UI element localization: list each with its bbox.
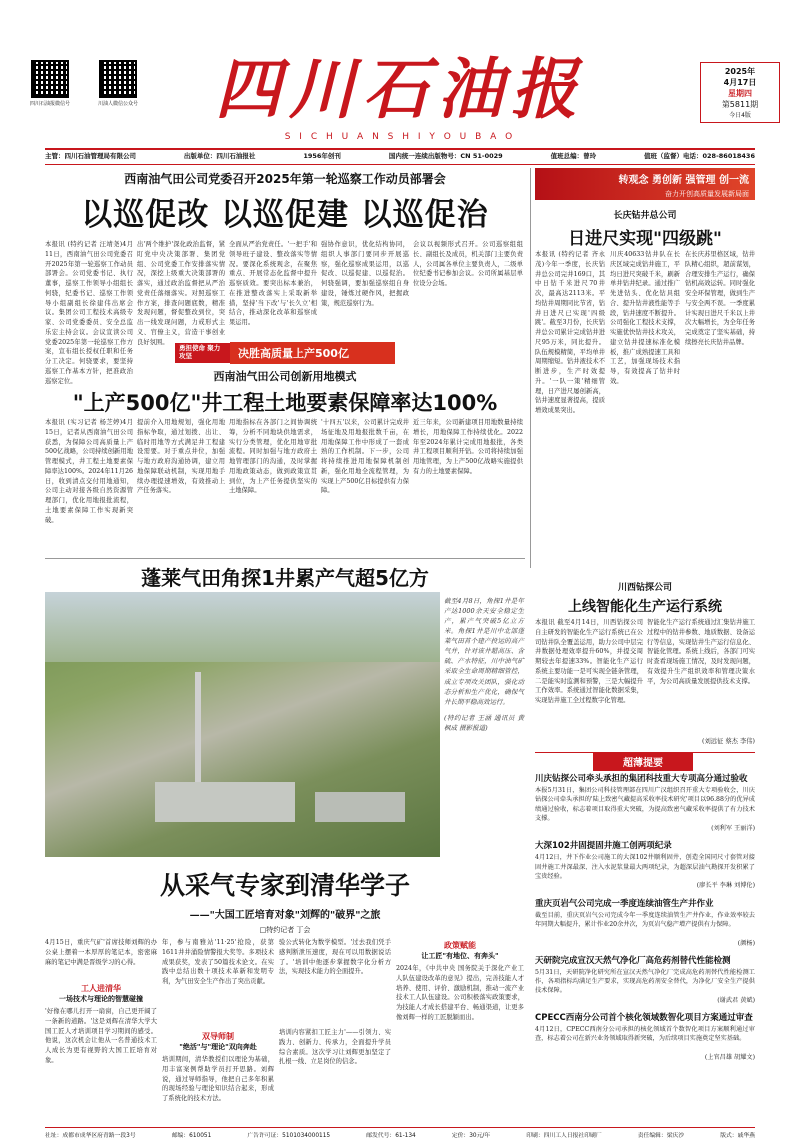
story-right2-col2: 智能化生产运行系统通过汇集钻井施工过程中的钻井参数、地质数据、设备运行等信息，实现钻井生产运行信息化、智能化管理。系统上线后，各部门可实时查看现场施工情况，及时发现问题，有效提升生产组织效率和管理决策水平，为公司高质量发展提供技术支撑。 [647,619,755,685]
qr-code-icon [99,60,137,98]
story-right2-col1: 本报讯 截至4月14日，川西钻探公司自主研发的智能化生产运行系统已在公司钻井队全覆盖运用，助力公司中层完井数据处理效率提升60%，并提交周期较去年提速33%。智能化生产运行系统主要功能一是可实现全链条管理，二是能实时监测和预警，三是大幅提升工作效率。系统通过智能化数据采集，实现钻井施工全过程数字化管理。 [535,619,643,704]
footer-proof: 责任编辑：梁庆沙 [637,1133,685,1139]
story-right-header [535,208,755,249]
facility-shape [315,792,405,822]
story1-col5: 会议以视频形式召开。公司巡察组组长、副组长及成员，机关部门主要负责人，公司属各单位主要负责人，二级单位纪委书记参加会议。公司所属基层单位设分会场。 [413,241,523,287]
story4-col4-sub: 政策赋能 [444,941,476,950]
story4-col1 [45,938,157,1123]
issue-date: 4月17日 [723,78,757,87]
story3-headline: 蓬莱气田角探1井累产气超5亿方 [141,566,429,590]
story-right2-credit: (刘远征 蔡杰 李伟) [702,738,755,745]
story4-col2-sub: 双导师制 [202,1032,234,1041]
footer-price: 定价：30元/年 [451,1133,491,1139]
facility-shape [155,782,295,822]
brief-credit: (谢武君 黄斌) [717,996,755,1004]
brief-text: 4月12日，井下作业公司施工的大深102井顺利固井，创造全国同尺寸套管对接固井施工井深最深、注入水泥浆量最大两项纪录，为超深层油气勘探开发积累了宝贵经验。 [535,854,755,880]
briefs-title: 超薄提要 [593,752,693,771]
story4-col1-sub2: 一场技术与理论的智慧碰撞 [59,995,143,1003]
brief-item [535,839,755,890]
brief-credit: (刘利军 王丽洋) [711,825,755,832]
story4-subhead: ——"大国工匠培育对象"刘辉的"破界"之旅 [189,910,381,921]
story4-col2 [162,938,274,1123]
story3-credit: (特约记者 王涵 通讯员 黄枫成 摄影报道) [444,713,524,732]
story4-col3-textb: 培训内容紧扣工匠主力'——引领力、实践力、创新力、传承力，全面提升学员综合素质。这次学习让刘辉更加坚定了扎根一线、立足岗位的信念。 [279,1029,391,1066]
story-right-col1: 本报讯 (特约记者 齐永茂)今年一季度，长庆钻井总公司完井169口，其中日钻千米进尺70井次，最高达2113米。平均钻井周期同比节省，钻井日进尺已实现'四级跳'。截至3月份，长庆钻井总公司累计完成钻井进尺95万米，同比提升。队伍规模精简，平均单井周期缩短。钻井液技术不断进步，生产时效提升。'一队一策'精细管理，日产进尺屡创新高，钻井速度显著提高，提质增效成果突出。 [535,251,605,414]
briefs-header [535,752,755,768]
story1-kicker: 西南油气田公司党委召开2025年第一轮巡察工作动员部署会 [124,172,446,186]
story2-col2: 提前介入用地规划，强化用地指标争取，通过划拨、出让、临时用地等方式满足井工程建设需要。对于重点井位，加强与地方政府沟通协调，建立用地保障联动机制，实现用地手续办理提速增效，有效推动上产任务落实。 [137,419,225,495]
story4-col1-sub: 工人进清华 [81,984,121,993]
story-right-col3: 在长庆苏里格区域，钻井队精心组织，超前谋划，合理安排生产运行，确保钻机高效运转。同时强化安全环保管理，做到生产与安全两不误。一季度累计实现日进尺千米以上井次大幅增长，为全年任务完成奠定了坚实基础，持续擦亮长庆钻井品牌。 [685,251,755,346]
story2-col1: 本报讯 (实习记者 杨芝婷)4月15日，记者从西南油气田公司获悉，为保障公司高质量上产500亿战略，公司持续创新用地管理模式，井工程土地要素保障率达100%。2024年11月26日，收到清点交付用地通知，公司主动对接各级自然资源管理部门，优化用地报批流程，土地要素保障工作实现新突破。 [45,419,133,524]
info-publisher: 出版单位：四川石油报社 [183,152,256,160]
top-rule [45,148,755,150]
story-right-headline: 日进尺实现"四级跳" [568,229,722,249]
story-right2-kicker: 川西钻探公司 [617,583,672,593]
issue-box [700,62,780,123]
slogan-main: 转观念 勇创新 强管理 创一流 [618,175,749,186]
story4-col3 [279,938,391,1123]
sky-shape [45,592,440,662]
story4-col1-textb: '好像在哪儿打开一扇窗，自己更开阔了一条新的道路。'这是刘辉在清华大学大国工匠人才培训项目学习期间的感受。他说，这次机会让他从一名普通技术工人成长为更有视野的大国工匠培育对象。 [45,1008,157,1064]
story4-header [45,866,525,935]
brief-text: 5月31日，天研院净化研究所在宣汉天然气净化厂完成高危药剂替代性能检测工作，各项指标均满足生产要求，实现高危药剂安全替代，为净化厂安全生产提供技术保障。 [535,968,755,995]
brief-credit: (颜杨) [737,939,755,947]
slogan-sub: 奋力开创高质量发展新局面 [665,190,749,198]
story4-col2-sub2: "绝活"与"理论"双向奔赴 [179,1043,257,1051]
story4-col4-sub2: 让工匠"有地位、有奔头" [421,952,499,960]
story-right2-headline: 上线智能化生产运行系统 [568,599,722,615]
story2-kicker: 西南油气田公司创新用地模式 [213,370,357,383]
info-editor: 值班总编：曾玲 [550,152,597,160]
mid-banner-right: 决胜高质量上产500亿 [230,342,395,364]
paper-title: 四川石油报 [215,51,585,128]
info-hotline: 值班（监督）电话：028-86018436 [644,152,755,160]
story2-headline: "上产500亿"井工程土地要素保障率达100% [72,391,498,415]
brief-title: CPECC西南分公司首个核化领域数智化项目方案通过审查 [535,1013,753,1024]
story2-rule [45,558,525,559]
qr-code-official[interactable] [88,60,148,107]
footer-rule [45,1127,755,1128]
brief-credit: (上官昌雄 胡耀文) [704,1054,755,1062]
info-rule [45,164,755,165]
story2-col5: 近三年来，公司新建项目用地数量持续增长，用地保障工作持续优化。2022年至2024年累计完成用地报批，各类井工程项目顺利开钻。公司将持续加强用地管理，为上产500亿战略实施提供有力的土地要素保障。 [413,419,523,475]
info-cn: 国内统一连续出版物号：CN 51-0029 [388,152,503,160]
brief-item [535,1011,755,1062]
story4-col3-text: 验公式转化为数学模型。'过去我们凭手感判断泄压速度，现在可以用数据说话了。'培训中他逐步掌握数字化分析方法，实现技术能力的全面提升。 [279,939,391,976]
brief-title: 重庆页岩气公司完成一季度连续油管生产井作业 [535,898,714,909]
brief-text: 截至目前，重庆页岩气公司完成今年一季度连续油管生产井作业，作业效率较去年同期大幅提升，累计作业20余井次，为页岩气稳产增产提供有力保障。 [535,911,755,928]
issue-weekday: 星期四 [728,89,752,98]
story-right-col2: 川庆40633钻井队在长庆区域完成钻井施工，平均日进尺突破千米，刷新单井钻井纪录。通过推广先进钻头、优化钻具组合、提升钻井液性能等手段，钻井速度不断提升。公司强化工程技术支撑，实施优快钻井技术攻关，建立钻井提速标准化模板，推广成熟提速工具和工艺，加强现场技术指导，有效提高了钻井时效。 [610,251,680,385]
story4-headline: 从采气专家到清华学子 [159,871,410,900]
story4-byline: □特约记者 丁会 [259,926,311,934]
qr1-caption: 四川石油报微信号 [29,101,70,107]
brief-title: 川庆钻探公司牵头承担的集团科技重大专项高分通过验收 [535,774,748,784]
vertical-divider [530,168,531,568]
footer-address: 社址：成都市成华区府青路一段3号 [45,1133,136,1139]
qr-code-wechat[interactable] [20,60,80,107]
footer [45,1130,755,1139]
slogan-banner [535,168,755,200]
story2-col3: 用地指标在各部门之间协调统筹，分析不同地块供地需求，实行分类管理，优化用地审批流程。同时加强与地方政府土地管理部门的沟通，及时掌握用地政策动态，做到政策宣贯到位，为上产任务提供坚实的土地保障。 [229,419,317,495]
story-right2-header [535,580,755,616]
story4-col4 [396,938,524,1123]
info-bar [45,151,755,163]
brief-item [535,954,755,1005]
footer-postcode: 邮编：610051 [171,1133,212,1139]
footer-ad-license: 广告许可证：5101034000115 [247,1133,331,1139]
brief-text: 本报5月31日，集团公司科技管理部在四川广汉组织召开重大专项验收会，川庆钻探公司牵头承担的'陆上致密气藏提高采收率技术研究'项目以96.88分的优异成绩通过验收，标志着项目取得重大突破，为提高致密气藏采收率提供了有力技术支撑。 [535,787,755,822]
mid-banner-left: 勇担使命 聚力攻坚 [175,343,230,363]
story3-caption-text: 截至4月8日，角探1井是年产达1000余天安全稳定生产，累产气突破5亿立方米。角探1井是川中北部蓬莱气田首个建产投运的高产气井，针对该井超高压、含硫、产水特征，川中油气矿采取全生命周期精细管控，成立专项攻关团队，强化动态分析和生产优化，确保气井长期平稳高效运行。 [444,597,524,706]
info-sponsor: 主管：四川石油管理局有限公司 [45,152,136,160]
story1-col1: 本报讯 (特约记者 汪靖尧)4月11日，西南油气田公司党委召开2025年第一轮巡察工作动员部署会。公司党委书记、执行董事，巡察工作领导小组组长何骁，纪委书记、巡察工作领导小组副组长徐建伟出席会议。集团公司工程技术高级专家、公司党委委员、安全总监乐宏主持会议。会议宣读公司党委2025年第一轮巡察工作方案，宣布组长授权任职和任务分工决定。何骁要求，要坚持巡察工作基本方针，把准政治巡察定位。 [45,241,133,385]
story1-col2: 出'两个维护'深化政治监督，紧盯党中央决策部署、集团党组、公司党委工作安排落实情况，深挖上级重大决策部署的落实，通过政治监督把从严治党责任落细落实。对照巡察工作方案，排查问题底数，精准发现问题，督促整改到位，突出一线发现问题，力戒形式主义、官僚主义，营造干事创业良好氛围。 [137,241,225,346]
story4-col2-textb: 培训期间，清华教授们以理论为基础，用丰富案例帮助学员打开思路。刘辉说，通过导师指导，他把自己多年积累的现场经验与理论知识结合起来，形成了系统化的技术方法。 [162,1056,274,1102]
story2-col4: '十四五'以来，公司累计完成井场征地及用地报批数千亩，在用地保障工作中形成了一套成熟的工作机制。下一步，公司将持续推进用地保障机制创新，强化用地全流程管理，为实现上产500亿目标提供有力保障。 [321,419,409,495]
qr-code-icon [31,60,69,98]
brief-item [535,772,755,833]
masthead-logo [200,50,600,142]
info-founded: 1956年创刊 [303,152,341,160]
story4-col1-text: 4月15日，重庆气矿'首席技师刘辉的办公桌上摆着一本厚厚的笔记本，密密麻麻的笔记中满是晋级学习的心得。 [45,939,157,966]
story1-col4: 强协作意识，优化结构协同，组织人事部门要同步开展巡察，强化巡察成果运用，以巡促改、以巡促建、以巡促治。何骁强调，要加强巡察组自身建设，锤炼过硬作风，把握政策，规范巡察行为。 [321,241,409,307]
mid-banner [175,342,395,364]
story4-col2-text: 年，参与南雅站'11·25'抢险，获第1611井井涌险情警报大奖等。多项技术成果获奖，发表了50篇技术论文。在实践中总结出数十项技术革新和发明专利，为气田安全生产作出了突出贡献。 [162,939,274,985]
brief-title: 大深102井固提固井施工创两项纪录 [535,841,672,852]
story1-header [45,170,525,234]
issue-pages: 今日4版 [729,112,751,119]
footer-printer: 印刷：四川工人日报社印刷厂 [526,1133,602,1139]
story-right-kicker: 长庆钻井总公司 [613,211,677,221]
issue-number: 第5811期 [721,100,759,109]
qr2-caption: 川油人微信公众号 [97,101,138,107]
brief-text: 4月12日，CPECC西南分公司承担的核化领域首个数智化项目方案顺利通过审查，标志着公司在新兴业务领域取得新突破，为后续项目实施奠定坚实基础。 [535,1026,755,1043]
story3-caption [444,596,524,856]
story2-header [45,368,525,417]
story1-headline: 以巡促改 以巡促建 以巡促治 [81,197,489,233]
brief-item [535,897,755,948]
footer-distribution: 邮发代号：61-134 [366,1133,416,1139]
briefs-list [535,772,755,1127]
paper-pinyin: S I C H U A N S H I Y O U B A O [284,132,516,142]
footer-design: 版式：戚华燕 [720,1133,755,1139]
brief-title: 天研院完成宣汉天然气净化厂高危药剂替代性能检测 [535,955,731,966]
issue-year: 2025年 [724,67,756,76]
story4-col4-text: 2024年，《中共中央 国务院关于深化产业工人队伍建设改革的意见》提出，完善技能人才培养、使用、评价、激励机制，推动一流产业技术工人队伍建设。公司积极落实政策要求，为技能人才成长搭建平台、畅通渠道，让更多像刘辉一样的工匠脱颖而出。 [396,965,524,1021]
brief-credit: (廖长平 李琳 刘博伦) [696,882,755,890]
story3-photo [45,592,440,857]
story1-col3: 全面从严治党责任。'一把手'和领导班子建设、整改落实等情况。要深化系统观念，在聚焦重点、开展常态化监督中提升巡察质效。要突出标本兼治，在推进整改落实上采取新举措，坚持'当下改'与'长久立'相结合，推动深化改革和巡察成果运用。 [229,241,317,326]
